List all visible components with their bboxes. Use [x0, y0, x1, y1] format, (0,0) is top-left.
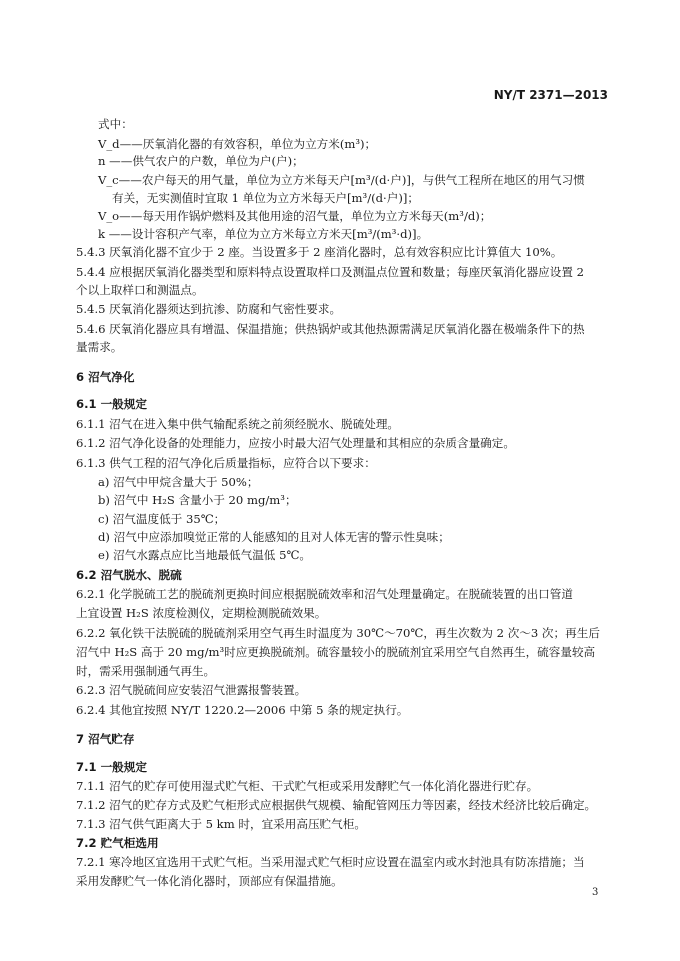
text-line: V_o——每天用作锅炉燃料及其他用途的沼气量，单位为立方米每天(m³/d)； — [98, 209, 492, 223]
text-line: V_d——厌氧消化器的有效容积，单位为立方米(m³)； — [98, 137, 377, 151]
subsection-heading-6-1: 6.1 一般规定 — [76, 397, 147, 411]
list-item-c: c) 沼气温度低于 35℃； — [98, 512, 226, 526]
clause-7-1-1: 7.1.1 沼气的贮存可使用湿式贮气柜、干式贮气柜或采用发酵贮气一体化消化器进行贮存。 — [76, 779, 539, 793]
text-line: 有关，无实测值时宜取 1 单位为立方米每天户[m³/(d·户)]； — [112, 191, 419, 205]
list-item-e: e) 沼气水露点应比当地最低气温低 5℃。 — [98, 548, 312, 562]
text-line: 沼气中 H₂S 高于 20 mg/m³时应更换脱硫剂。硫容量较小的脱硫剂宜采用空气自然再生，硫容量较高 — [76, 645, 596, 659]
clause-6-2-2: 6.2.2 氧化铁干法脱硫的脱硫剂采用空气再生时温度为 30℃～70℃，再生次数为 2 次～3 次；再生后 — [76, 626, 600, 640]
text-line: 上宜设置 H₂S 浓度检测仪，定期检测脱硫效果。 — [76, 606, 327, 620]
list-item-b: b) 沼气中 H₂S 含量小于 20 mg/m³； — [98, 493, 297, 507]
text-line: k ——设计容积产气率，单位为立方米每立方米天[m³/(m³·d)]。 — [98, 227, 429, 241]
text-line: 个以上取样口和测温点。 — [76, 283, 204, 297]
section-heading-7: 7 沼气贮存 — [76, 732, 135, 746]
subsection-heading-7-2: 7.2 贮气柜选用 — [76, 836, 159, 850]
clause-6-2-3: 6.2.3 沼气脱硫间应安装沼气泄露报警装置。 — [76, 683, 307, 697]
text-line: 采用发酵贮气一体化消化器时，顶部应有保温措施。 — [76, 874, 343, 888]
text-line: n ——供气农户的户数，单位为户(户)； — [98, 154, 304, 168]
text-line: 式中： — [98, 117, 133, 131]
subsection-heading-6-2: 6.2 沼气脱水、脱硫 — [76, 568, 182, 582]
clause-6-2-1: 6.2.1 化学脱硫工艺的脱硫剂更换时间应根据脱硫效率和沼气处理量确定。在脱硫装置的出口管道 — [76, 587, 573, 601]
clause-6-1-3: 6.1.3 供气工程的沼气净化后质量指标，应符合以下要求： — [76, 456, 376, 470]
section-heading-6: 6 沼气净化 — [76, 370, 135, 384]
clause-7-1-3: 7.1.3 沼气供气距离大于 5 km 时，宜采用高压贮气柜。 — [76, 817, 366, 831]
clause-6-1-2: 6.1.2 沼气净化设备的处理能力，应按小时最大沼气处理量和其相应的杂质含量确定。 — [76, 436, 515, 450]
text-line: V_c——农户每天的用气量，单位为立方米每天户[m³/(d·户)]，与供气工程所在地区的用气习惯 — [98, 173, 585, 187]
text-line: 时，需采用强制通气再生。 — [76, 664, 216, 678]
clause-6-2-4: 6.2.4 其他宜按照 NY/T 1220.2—2006 中第 5 条的规定执行。 — [76, 703, 409, 717]
clause-5-4-5: 5.4.5 厌氧消化器须达到抗渗、防腐和气密性要求。 — [76, 302, 342, 316]
standard-number-header: NY/T 2371—2013 — [493, 88, 608, 102]
clause-5-4-4: 5.4.4 应根据厌氧消化器类型和原料特点设置取样口及测温点位置和数量；每座厌氧消化器应设置 2 — [76, 265, 584, 279]
clause-7-2-1: 7.2.1 寒冷地区宜选用干式贮气柜。当采用湿式贮气柜时应设置在温室内或水封池具有防冻措施；当 — [76, 855, 585, 869]
clause-5-4-3: 5.4.3 厌氧消化器不宜少于 2 座。当设置多于 2 座消化器时，总有效容积应比计算值大 10%。 — [76, 245, 563, 259]
clause-7-1-2: 7.1.2 沼气的贮存方式及贮气柜形式应根据供气规模、输配管网压力等因素，经技术经济比较后确定。 — [76, 798, 597, 812]
page-number: 3 — [592, 887, 599, 898]
clause-5-4-6: 5.4.6 厌氧消化器应具有增温、保温措施；供热锅炉或其他热源需满足厌氧消化器在极端条件下的热 — [76, 322, 585, 336]
list-item-a: a) 沼气中甲烷含量大于 50%； — [98, 475, 259, 489]
list-item-d: d) 沼气中应添加嗅觉正常的人能感知的且对人体无害的警示性臭味； — [98, 530, 450, 544]
text-line: 量需求。 — [76, 340, 123, 354]
clause-6-1-1: 6.1.1 沼气在进入集中供气输配系统之前须经脱水、脱硫处理。 — [76, 417, 400, 431]
subsection-heading-7-1: 7.1 一般规定 — [76, 760, 147, 774]
